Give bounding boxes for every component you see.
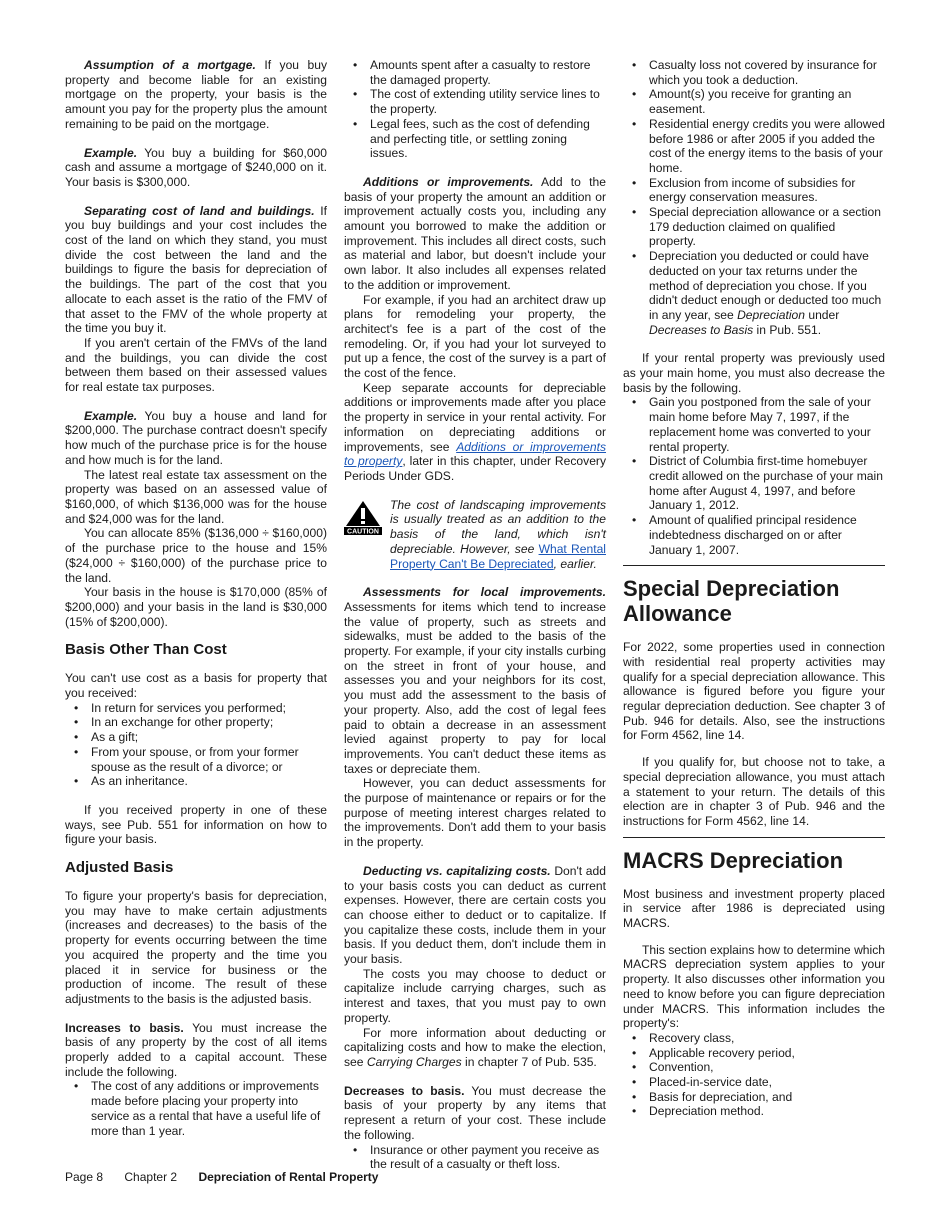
paragraph: To figure your property's basis for depreciation, you may have to make certain adjustments (increases and decreases) to the basis of the property for events occurring between the time you acquired the property and the time you placed it in service for business or the production of income. The result of these adjustments to the basis is the adjusted basis.: [65, 889, 327, 1006]
chapter-title: Depreciation of Rental Property: [198, 1170, 379, 1184]
paragraph: If you aren't certain of the FMVs of the land and the buildings, you can divide the cost between them based on their assessed values for real estate tax purposes.: [65, 335, 327, 395]
paragraph: Deducting vs. capitalizing costs. Don't add to your basis costs you can deduct as current expenses. However, there are certain costs you can choose either to deduct or to capitalize. If you capitalize these costs, include them in your basis. If you deduct them, don't include them in your basis.: [344, 863, 606, 967]
paragraph: Decreases to basis. You must decrease the basis of your property by any items that represent a return of your cost. These include the following.: [344, 1083, 606, 1142]
paragraph: For 2022, some properties used in connection with residential real property activities may qualify for a special depreciation allowance. This allowance is figured before you figure your regular depreciation deduction. See chapter 3 of Pub. 946 for details. Also, see the instructions for Form 4562, line 14.: [623, 640, 885, 743]
column-2: [344, 58, 606, 1172]
paragraph: If you qualify for, but choose not to take, a special depreciation allowance, you must attach a statement to your return. The details of this election are in chapter 3 of Pub. 946 and the instructions for Form 4562, line 14.: [623, 755, 885, 828]
section-title: Special Depreciation Allowance: [623, 576, 840, 627]
caution-icon: [344, 500, 382, 540]
paragraph: You can allocate 85% ($136,000 ÷ $160,000) of the purchase price to the house and 15% ($24,000 ÷ $160,000) of the purchase price to the land.: [65, 526, 327, 585]
list-item: • Recovery class,: [623, 1031, 885, 1046]
paragraph: Assessments for local improvements. Assessments for items which tend to increase the value of property, such as streets and sidewalks, must be added to the basis of the property. For example, if your city installs curbing on the street in front of your house, and assesses you and your neighbors for its cost, you must add the assessment to the basis of your property. Also, add the cost of legal fees paid to obtain a decrease in an assessment levied against property to pay for local improvements. You can't deduct these items as taxes or depreciate them.: [344, 585, 606, 776]
list-item: • Amount(s) you receive for granting an easement.: [623, 87, 885, 116]
section-title: MACRS Depreciation: [623, 847, 844, 873]
bullet-list: [623, 395, 885, 557]
list-item: • Residential energy credits you were allowed before 1986 or after 2005 if you added the cost of the energy items to the basis of your home.: [623, 117, 885, 176]
list-item: • Special depreciation allowance or a section 179 deduction claimed on qualified property.: [623, 205, 885, 249]
list-item: • From your spouse, or from your former spouse as the result of a divorce; or: [65, 745, 327, 774]
list-item: • Amounts spent after a casualty to restore the damaged property.: [344, 58, 606, 87]
section-heading: Adjusted Basis: [65, 859, 174, 877]
list-item: • As an inheritance.: [65, 774, 327, 789]
paragraph: Your basis in the house is $170,000 (85% of $200,000) and your basis in the land is $30,000 (15% of $200,000).: [65, 585, 327, 629]
bullet-list: [623, 58, 885, 337]
rental-property-cant-be-depreciated-link[interactable]: What Rental Property Can't Be Depreciated: [390, 541, 606, 571]
paragraph: For example, if you had an architect draw up plans for remodeling your property, the architect's fee is a part of the cost of the remodeling. Or, if you had your lot surveyed to put up a fence, the cost of the survey is a part of the cost of the fence.: [344, 292, 606, 381]
paragraph: Assumption of a mortgage. If you buy property and become liable for an existing mortgage on the property, your basis is the amount you pay for the property plus the amount remaining to be paid on the mortgage.: [65, 58, 327, 131]
paragraph: Increases to basis. You must increase the basis of any property by the cost of all items properly added to a capital account. These include the following.: [65, 1020, 327, 1079]
caution-label: CAUTION: [347, 528, 379, 536]
list-item: • Depreciation you deducted or could have deducted on your tax returns under the method of depreciation you chose. If you didn't deduct enough or deducted too much in any year, see Depreciation under Decreases to Basis in Pub. 551.: [623, 249, 885, 337]
bullet-list: [65, 1079, 327, 1138]
list-item: • Amount of qualified principal residence indebtedness discharged on or after January 1, 2007.: [623, 513, 885, 557]
list-item: • Insurance or other payment you receive as the result of a casualty or theft loss.: [344, 1143, 606, 1172]
list-item: • District of Columbia first-time homebuyer credit allowed on the purchase of your main home after August 4, 1997, and before January 1, 2012.: [623, 454, 885, 513]
list-item: • In return for services you performed;: [65, 701, 327, 716]
section-divider: [623, 837, 885, 838]
page-footer: [65, 1170, 396, 1184]
list-item: • Depreciation method.: [623, 1104, 885, 1119]
additions-improvements-link[interactable]: Additions or improvements to property: [344, 439, 607, 469]
paragraph: If your rental property was previously used as your main home, you must also decrease the basis by the following.: [623, 351, 885, 395]
section-divider: [623, 565, 885, 566]
paragraph: You can't use cost as a basis for property that you received:: [65, 671, 327, 701]
column-3: [623, 58, 885, 1119]
page-number: Page 8: [65, 1170, 104, 1184]
paragraph: If you received property in one of these ways, see Pub. 551 for information on how to figure your basis.: [65, 802, 327, 847]
list-item: • As a gift;: [65, 730, 327, 745]
list-item: • Exclusion from income of subsidies for energy conservation measures.: [623, 176, 885, 205]
paragraph: Separating cost of land and buildings. If you buy buildings and your cost includes the cost of the land on which they stand, you must divide the cost between the land and the buildings to figure the basis for depreciation of the buildings. The part of the cost that you allocate to each asset is the ratio of the FMV of that asset to the FMV of the whole property at the time you buy it.: [65, 203, 327, 336]
list-item: • The cost of extending utility service lines to the property.: [344, 87, 606, 116]
list-item: • Legal fees, such as the cost of defending and perfecting title, or settling zoning issues.: [344, 117, 606, 161]
paragraph: However, you can deduct assessments for the purpose of maintenance or repairs or for the purpose of meeting interest charges related to the improvements. Don't add them to your basis in the property.: [344, 776, 606, 850]
list-item: • In an exchange for other property;: [65, 715, 327, 730]
list-item: • Placed-in-service date,: [623, 1075, 885, 1090]
bullet-list: [623, 1031, 885, 1119]
bullet-list: [344, 58, 606, 161]
paragraph: The costs you may choose to deduct or capitalize include carrying charges, such as interest and taxes, that you must pay to own property.: [344, 966, 606, 1025]
list-item: • Convention,: [623, 1060, 885, 1075]
paragraph: Most business and investment property placed in service after 1986 is depreciated using MACRS.: [623, 886, 885, 931]
paragraph: The latest real estate tax assessment on the property was based on an assessed value of $160,000, of which $136,000 was for the house and $24,000 was for the land.: [65, 467, 327, 526]
section-heading: Basis Other Than Cost: [65, 641, 227, 659]
caution-note: [344, 498, 606, 572]
paragraph: This section explains how to determine which MACRS depreciation system applies to your property. It also discusses other information you need to know before you can figure depreciation under MACRS. This information includes the property's:: [623, 942, 885, 1031]
bullet-list: [65, 701, 327, 789]
list-item: • Applicable recovery period,: [623, 1046, 885, 1061]
paragraph: Example. You buy a building for $60,000 cash and assume a mortgage of $240,000 on it. Your basis is $300,000.: [65, 145, 327, 189]
paragraph: Example. You buy a house and land for $200,000. The purchase contract doesn't specify how much of the purchase price is for the house and how much is for the land.: [65, 408, 327, 467]
caution-text: The cost of landscaping improvements is usually treated as an addition to the basis of the land, which isn't depreciable. However, see What Rental Property Can't Be Depreciated, earlier.: [390, 497, 606, 571]
paragraph: Keep separate accounts for depreciable additions or improvements made after you place the property in service in your rental activity. For information on depreciating additions or improvements, see Additions or improvements to property, later in this chapter, under Recovery Periods Under GDS.: [344, 380, 607, 483]
paragraph: For more information about deducting or capitalizing costs and how to make the election, see Carrying Charges in chapter 7 of Pub. 535.: [344, 1025, 606, 1069]
list-item: • Gain you postponed from the sale of your main home before May 7, 1997, if the replacement home was converted to your rental property.: [623, 395, 885, 454]
chapter-label: Chapter 2: [124, 1170, 178, 1184]
list-item: • Basis for depreciation, and: [623, 1090, 885, 1105]
paragraph: Additions or improvements. Add to the basis of your property the amount an addition or improvement actually costs you, including any amount you borrowed to make the addition or improvement. This includes all direct costs, such as material and labor, but doesn't include your own labor. It also includes all expenses related to the addition or improvement.: [344, 174, 606, 292]
column-1: [65, 58, 327, 1138]
bullet-list: [344, 1143, 606, 1172]
list-item: • The cost of any additions or improvements made before placing your property into service as a rental that have a useful life of more than 1 year.: [65, 1079, 327, 1138]
list-item: • Casualty loss not covered by insurance for which you took a deduction.: [623, 58, 885, 87]
